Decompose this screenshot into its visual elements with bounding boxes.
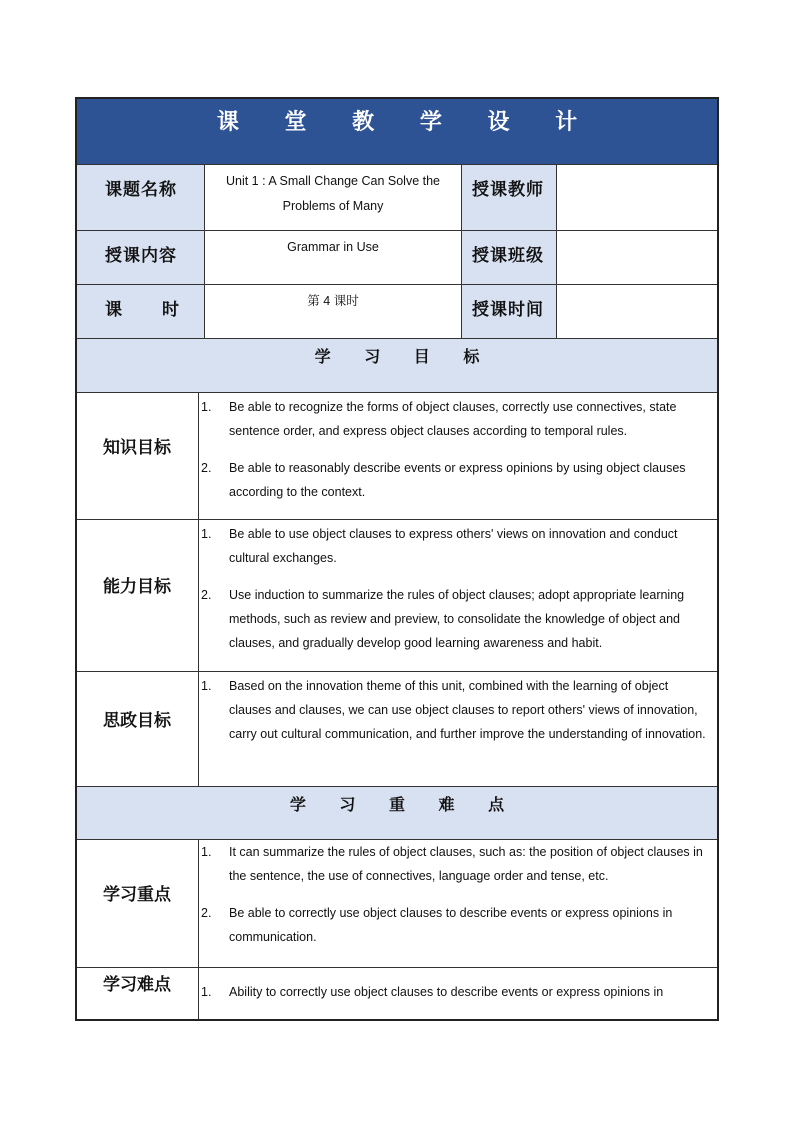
teacher-value-cell bbox=[557, 165, 717, 231]
list-item: 1. Ability to correctly use object clauses to describe events or express opinions in bbox=[201, 985, 664, 999]
info-row-content bbox=[77, 231, 717, 285]
focus-label-cell bbox=[77, 840, 199, 967]
ideology-row bbox=[77, 672, 717, 786]
content-label-cell bbox=[77, 231, 205, 285]
content-value: Grammar in Use bbox=[287, 240, 379, 254]
class-label: 授课班级 bbox=[472, 246, 544, 266]
period-label-cell bbox=[77, 285, 205, 339]
difficulty-label: 学习难点 bbox=[103, 975, 171, 995]
topic-value-cell bbox=[205, 165, 462, 231]
objectives-header bbox=[77, 339, 717, 393]
list-item: 1. Be able to use object clauses to express others' views on innovation and conduct cultural exchanges. bbox=[201, 527, 678, 565]
topic-label: 课题名称 bbox=[105, 180, 177, 200]
key-points-header bbox=[77, 786, 717, 840]
topic-label-cell bbox=[77, 165, 205, 231]
teacher-label: 授课教师 bbox=[472, 180, 544, 200]
list-item: 2. Be able to correctly use object clauses to describe events or express opinions in communication. bbox=[201, 906, 673, 944]
content-label: 授课内容 bbox=[105, 246, 177, 266]
list-item: 2. Use induction to summarize the rules of object clauses; adopt appropriate learning methods, such as review and preview, to consolidate the knowledge of object and clauses, and gradually develop good learning awareness and habit. bbox=[201, 588, 685, 650]
time-value-cell bbox=[557, 285, 717, 339]
ideology-items bbox=[199, 674, 711, 759]
knowledge-items bbox=[199, 395, 711, 517]
focus-row bbox=[77, 840, 717, 968]
ability-label-cell bbox=[77, 520, 199, 671]
difficulty-row bbox=[77, 968, 717, 1019]
knowledge-label-cell bbox=[77, 393, 199, 519]
page-title: 课 堂 教 学 设 计 bbox=[216, 109, 597, 135]
topic-value: Unit 1 : A Small Change Can Solve the Problems of Many bbox=[225, 174, 440, 213]
class-label-cell bbox=[462, 231, 557, 285]
info-row-period bbox=[77, 285, 717, 339]
time-label-cell bbox=[462, 285, 557, 339]
knowledge-row bbox=[77, 393, 717, 520]
focus-label: 学习重点 bbox=[103, 885, 171, 905]
knowledge-label: 知识目标 bbox=[103, 438, 171, 458]
time-label: 授课时间 bbox=[472, 300, 544, 320]
list-item: 2. Be able to reasonably describe events or express opinions by using object clauses according to the context. bbox=[201, 461, 686, 499]
ability-row bbox=[77, 520, 717, 672]
ideology-label-cell bbox=[77, 672, 199, 786]
focus-items bbox=[199, 840, 711, 962]
teacher-label-cell bbox=[462, 165, 557, 231]
list-item: 1. Based on the innovation theme of this unit, combined with the learning of object clauses and clauses, we can use object clauses to report others' views of innovation, carry out cultural communication, and further improve the understanding of innovation. bbox=[201, 679, 706, 741]
title-bar bbox=[77, 99, 717, 165]
key-points-heading: 学 习 重 难 点 bbox=[289, 795, 519, 814]
ability-label: 能力目标 bbox=[103, 577, 171, 597]
period-value: 第 4 课时 bbox=[307, 294, 359, 308]
ability-items bbox=[199, 522, 711, 668]
period-label: 课 时 bbox=[105, 300, 181, 320]
class-value-cell bbox=[557, 231, 717, 285]
period-value-cell bbox=[205, 285, 462, 339]
info-row-topic bbox=[77, 165, 717, 231]
difficulty-label-cell bbox=[77, 968, 199, 1019]
ideology-label: 思政目标 bbox=[103, 711, 171, 731]
list-item: 1. Be able to recognize the forms of object clauses, correctly use connectives, state sentence order, and express object clauses according to temporal rules. bbox=[201, 400, 677, 438]
difficulty-items bbox=[199, 980, 711, 1017]
content-value-cell bbox=[205, 231, 462, 285]
objectives-heading: 学 习 目 标 bbox=[314, 347, 494, 366]
lesson-plan-table bbox=[75, 97, 719, 1021]
list-item: 1. It can summarize the rules of object clauses, such as: the position of object clauses in the sentence, the use of connectives, language order and tense, etc. bbox=[201, 845, 703, 883]
